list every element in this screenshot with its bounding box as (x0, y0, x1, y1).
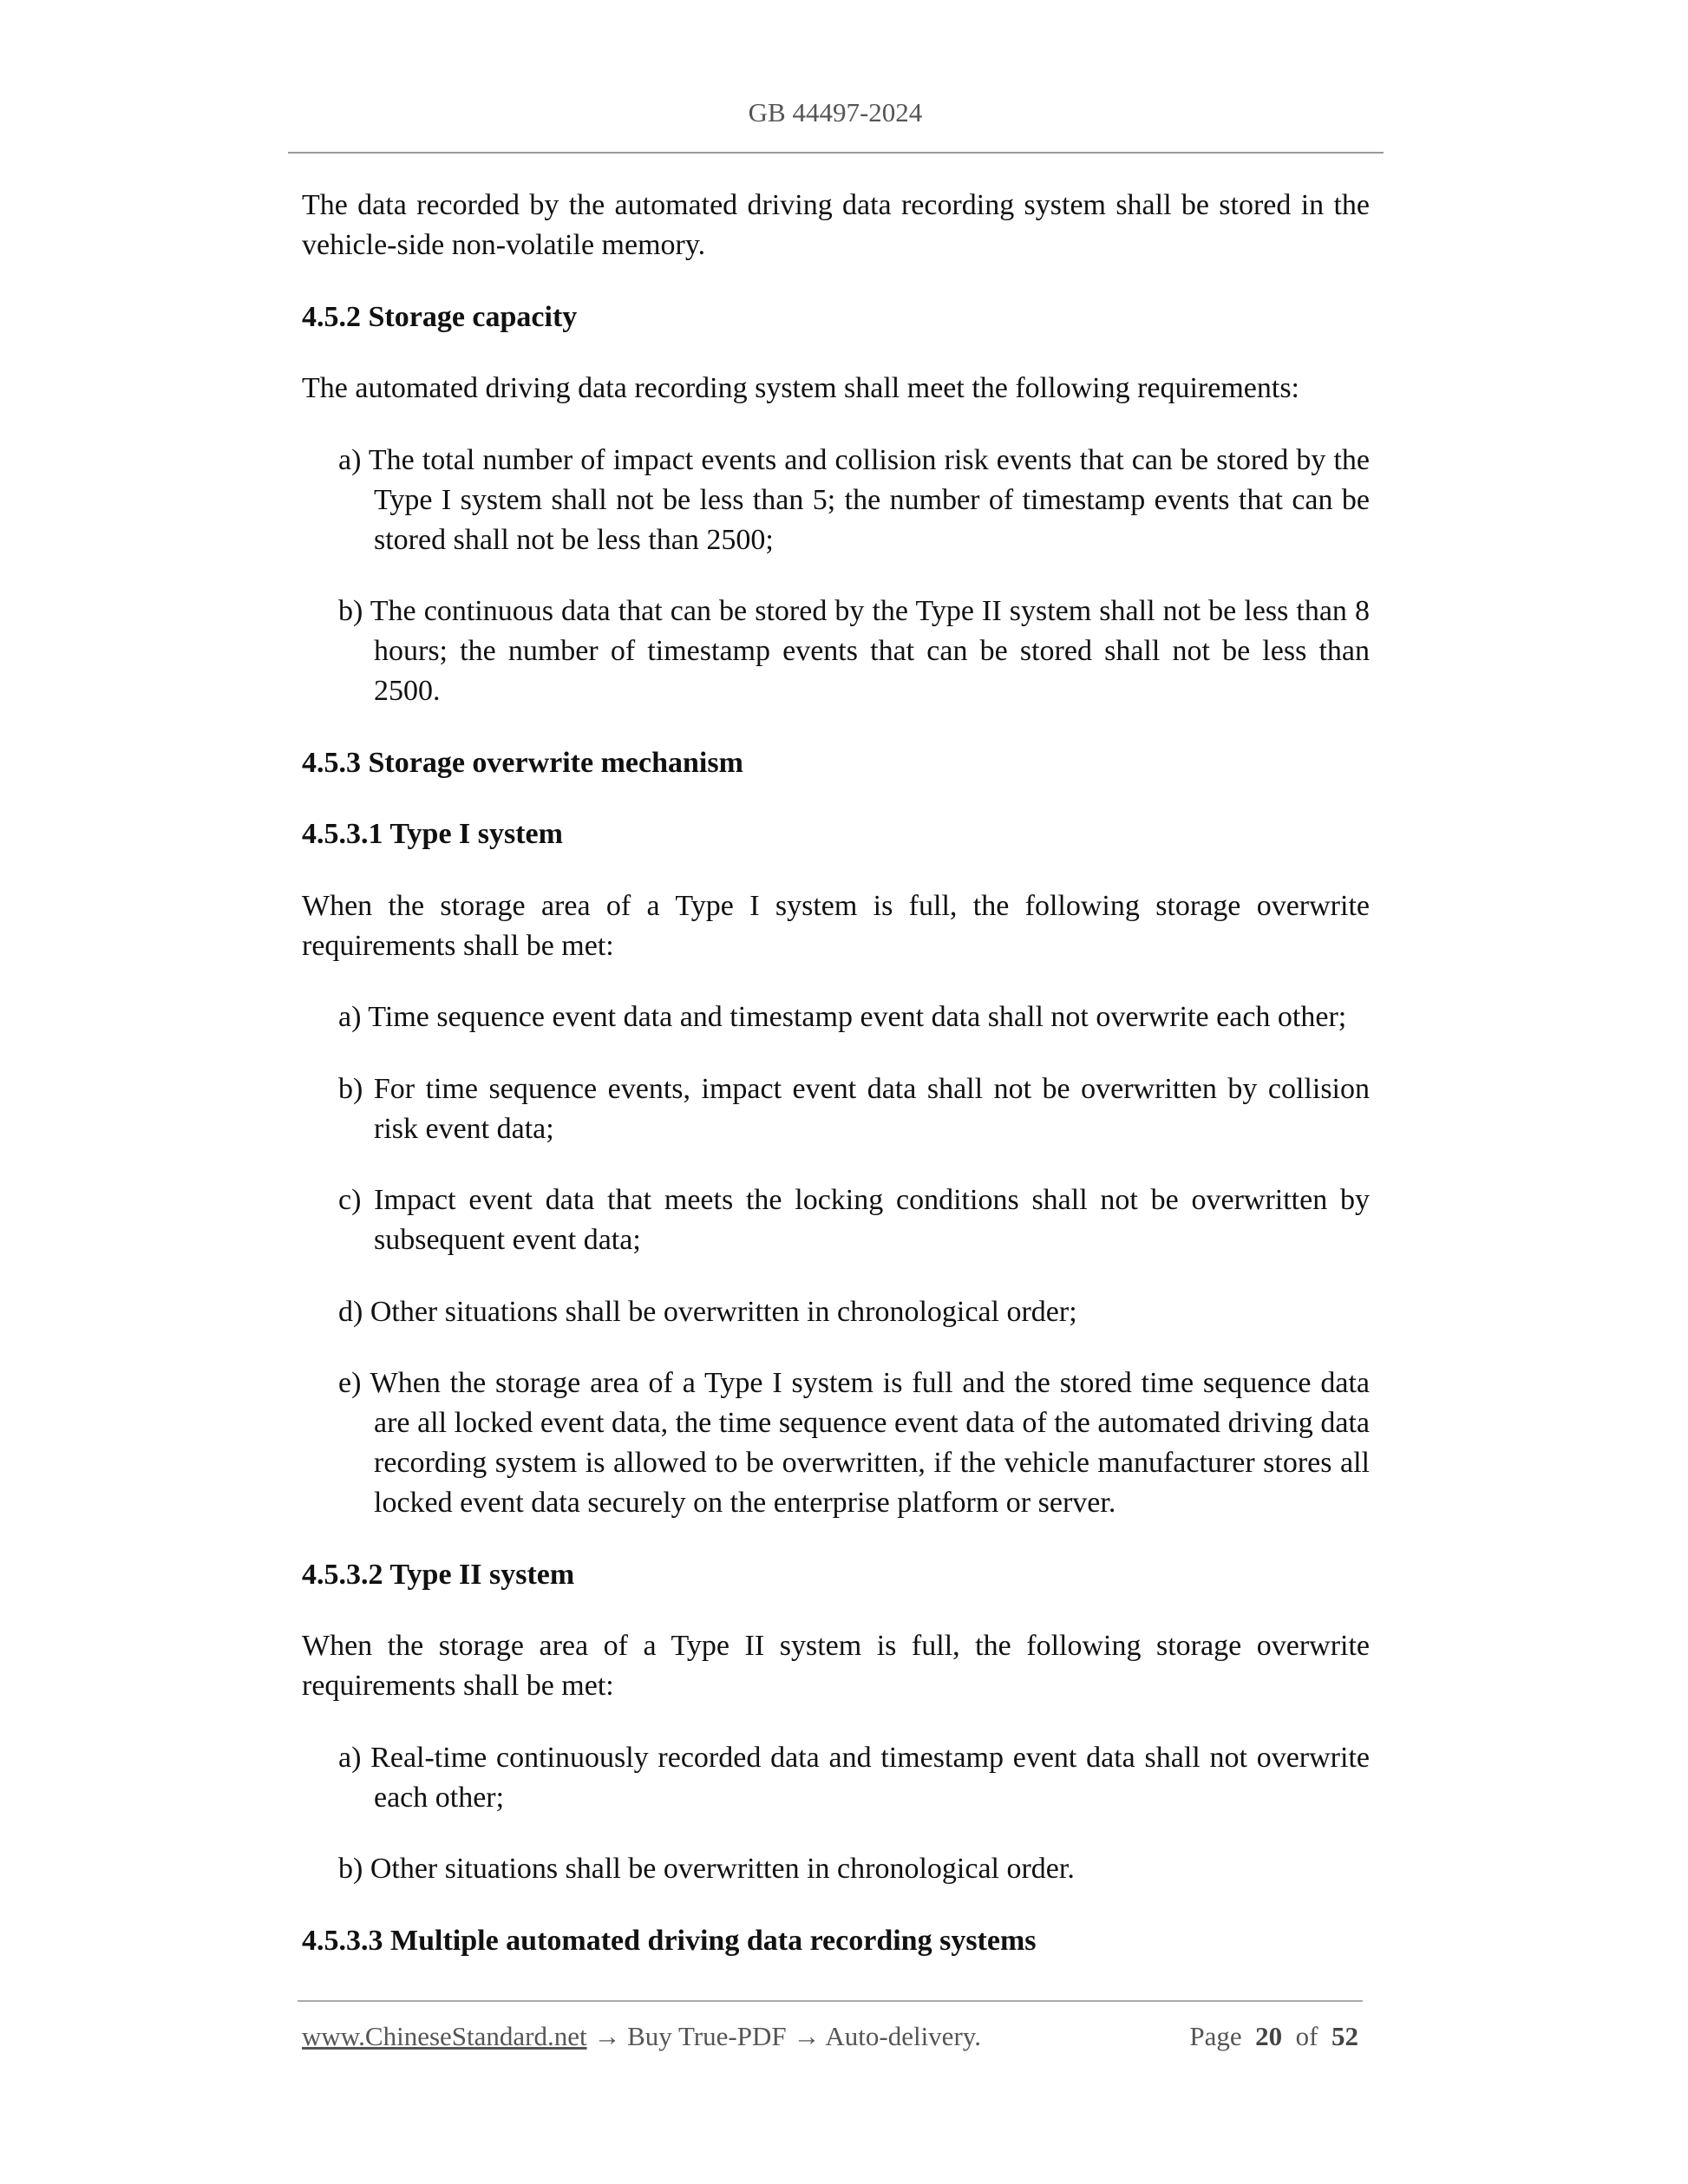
page-label: Page (1189, 2021, 1242, 2051)
list-item: a) Time sequence event data and timestamp event data shall not overwrite each other; (338, 1001, 1347, 1033)
section-heading: 4.5.2 Storage capacity (302, 300, 578, 333)
list-item: c) Impact event data that meets the locking conditions shall not be overwritten by subsequent event data; (338, 1184, 1370, 1256)
page-header: GB 44497-2024 (748, 97, 923, 128)
list-item: b) The continuous data that can be stored by the Type II system shall not be less than 8 hours; the number of timestamp events that can be stored shall not be less than 2500. (338, 595, 1370, 707)
section-heading: 4.5.3 Storage overwrite mechanism (302, 746, 743, 779)
section-heading: 4.5.3.2 Type II system (302, 1558, 575, 1591)
section-heading: 4.5.3.3 Multiple automated driving data recording systems (302, 1924, 1037, 1957)
paragraph: The automated driving data recording system shall meet the following requirements: (302, 372, 1300, 404)
header-divider (288, 152, 1384, 154)
page-number (1189, 2021, 1358, 2052)
footer-divider (298, 2000, 1363, 2002)
paragraph: When the storage area of a Type I system is full, the following storage overwrite requirements shall be met: (302, 889, 1370, 962)
document-body (302, 186, 1370, 1992)
section-heading: 4.5.3.1 Type I system (302, 818, 563, 850)
list-item: b) For time sequence events, impact event data shall not be overwritten by collision risk event data; (338, 1072, 1370, 1145)
list-item: e) When the storage area of a Type I system is full and the stored time sequence data are all locked event data, the time sequence event data of the automated driving data recording system is allowed to be overwritten, if the vehicle manufacturer stores all locked event data securely on the enterprise platform or server. (338, 1367, 1370, 1519)
current-page: 20 (1255, 2021, 1283, 2051)
list-item: d) Other situations shall be overwritten in chronological order; (338, 1295, 1077, 1328)
total-pages: 52 (1331, 2021, 1358, 2051)
list-item: a) The total number of impact events and collision risk events that can be stored by the Type I system shall not be less than 5; the number of timestamp events that can be stored shall not be less than 2500; (338, 443, 1370, 556)
list-item: a) Real-time continuously recorded data and timestamp event data shall not overwrite each other; (338, 1741, 1370, 1814)
footer-left (302, 2021, 981, 2052)
list-item: b) Other situations shall be overwritten in chronological order. (338, 1853, 1075, 1885)
of-label: of (1295, 2021, 1318, 2051)
website-link[interactable]: www.ChineseStandard.net (302, 2021, 587, 2051)
paragraph: The data recorded by the automated driving data recording system shall be stored in the vehicle-side non-volatile memory. (302, 189, 1370, 261)
paragraph: When the storage area of a Type II system is full, the following storage overwrite requirements shall be met: (302, 1630, 1370, 1702)
page-footer (302, 2021, 1358, 2052)
footer-tagline: → Buy True-PDF → Auto-delivery. (586, 2021, 981, 2051)
